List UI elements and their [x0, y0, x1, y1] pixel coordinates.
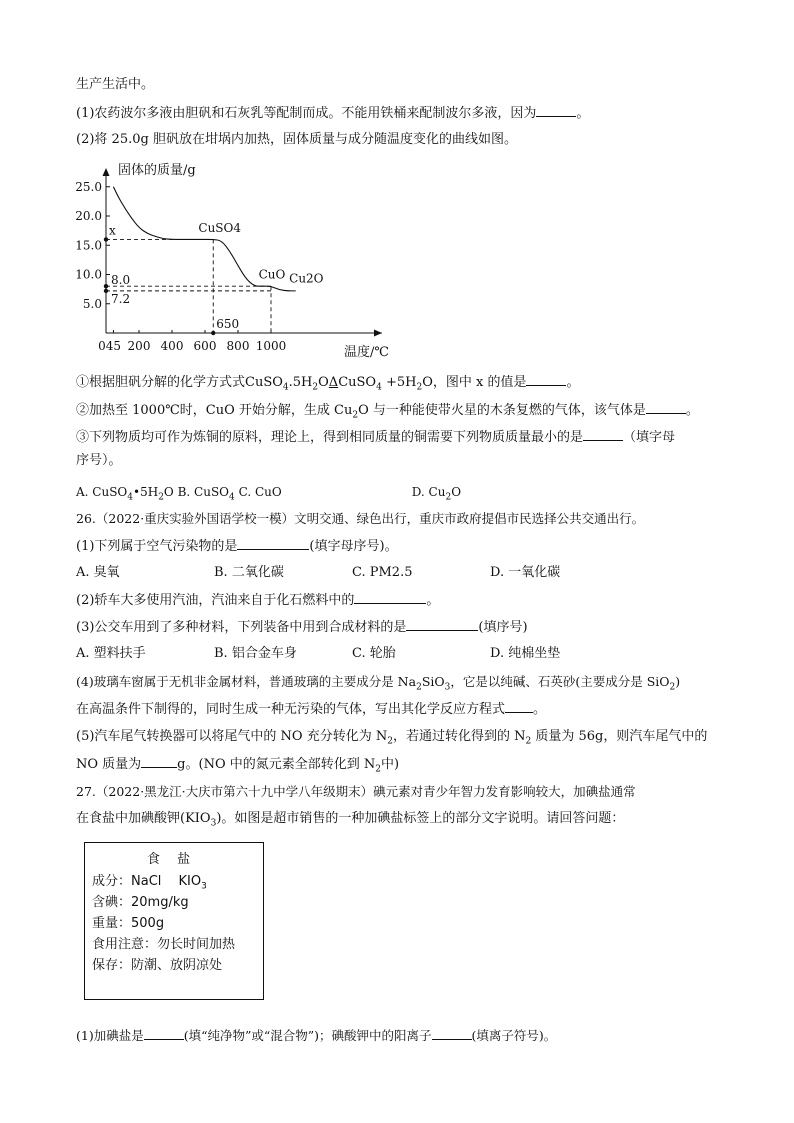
question-2-1: ①根据胆矾分解的化学方式式$CuSO_4.5H_2O\Delta CuSO_4 +5H_2O$，图中 x 的值是 。 [76, 375, 580, 393]
salt-label-weight: 重量：500g [92, 916, 165, 931]
option-a: A. $CuSO_4•5H_2O$ [76, 485, 174, 503]
cu2o-label: Cu2O [289, 271, 324, 286]
question-26-2: (2)轿车大多使用汽油，汽油来自于化石燃料中的 。 [76, 593, 440, 608]
answer-blank[interactable] [583, 428, 623, 441]
question-27-1: (1)加碘盐是 (填“纯净物”或“混合物”)；碘酸钾中的阳离子 (填离子符号)。 [76, 1028, 557, 1043]
answer-blank[interactable] [354, 591, 426, 604]
question-2: (2)将 25.0g 胆矾放在坩埚内加热，固体质量与成分随温度变化的曲线如图。 [76, 132, 517, 147]
answer-blank[interactable] [432, 1027, 472, 1040]
mass-7-2-label: 7.2 [111, 291, 131, 306]
salt-label-title: 食 盐 [147, 852, 191, 867]
answer-blank[interactable] [526, 373, 566, 386]
option-a: A. 臭氧 [76, 565, 120, 580]
question-27-cont: 在食盐中加碘酸钾$(KIO_3)$。如图是超市销售的一种加碘盐标签上的部分文字说明。请回答问题： [76, 811, 625, 829]
option-b: B. 二氧化碳 [214, 565, 284, 580]
option-d: D. 纯棉坐垫 [490, 646, 561, 661]
question-2-3: ③下列物质均可作为炼铜的原料，理论上，得到相同质量的铜需要下列物质质量最小的是 （填字母 [76, 430, 676, 445]
x-axis-label: 温度/℃ [344, 345, 389, 360]
option-b: B. CuSO$_4$ [177, 485, 235, 503]
y-axis-arrow [103, 168, 110, 176]
answer-blank[interactable] [646, 401, 686, 414]
option-b: B. 铝合金车身 [214, 646, 297, 661]
x-tick-label: 400 [160, 339, 184, 353]
answer-blank[interactable] [536, 104, 576, 117]
x-tick-label: 600 [193, 339, 217, 353]
y-tick-label: 10.0 [75, 267, 102, 282]
question-26-5: (5)汽车尾气转换器可以将尾气中的 NO 充分转化为 $N_2$，若通过转化得到的 $N_2$ 质量为 56g，则汽车尾气中的 [76, 729, 708, 747]
x-value-label: x [109, 223, 116, 238]
answer-blank[interactable] [237, 537, 309, 550]
question-2-3-options [76, 483, 461, 506]
salt-label-storage: 保存：防潮、放阴凉处 [92, 958, 223, 973]
y-tick-label: 25.0 [75, 179, 102, 194]
axis-point [104, 284, 108, 288]
question-26-4-cont: 在高温条件下制得的，同时生成一种无污染的气体，写出其化学反应方程式 。 [76, 702, 547, 717]
option-c: C. CuO [238, 485, 282, 499]
salt-label-iodine: 含碘：20mg/kg [92, 895, 189, 910]
axis-point [104, 237, 108, 241]
question-2-3-cont: 序号）。 [76, 453, 122, 468]
x-axis-arrow [374, 330, 382, 337]
intro-text: 生产生活中。 [76, 77, 155, 92]
y-axis-label: 固体的质量/g [118, 163, 196, 178]
question-2-2: ②加热至 1000℃时，CuO 开始分解，生成 $Cu_2O$ 与一种能使带火星的木条复燃的气体，该气体是 。 [76, 403, 699, 421]
option-a: A. 塑料扶手 [76, 646, 146, 661]
salt-label-box [84, 842, 264, 1000]
temp-650-label: 650 [216, 317, 240, 331]
option-c: C. PM2.5 [352, 565, 413, 580]
question-26-1: (1)下列属于空气污染物的是 (填字母序号)。 [76, 539, 398, 554]
cuo-label: CuO [258, 267, 286, 282]
question-26: 26.（2022·重庆实验外国语学校一模）文明交通、绿色出行，重庆市政府提倡市民选择公共交通出行。 [76, 511, 645, 526]
answer-blank[interactable] [144, 1027, 184, 1040]
question-1: (1)农药波尔多液由胆矾和石灰乳等配制而成。不能用铁桶来配制波尔多液，因为 。 [76, 106, 590, 121]
x-tick-label: 800 [226, 339, 250, 353]
mass-temperature-chart [70, 158, 400, 360]
cuso4-label: CuSO4 [198, 220, 242, 235]
axis-point [211, 331, 215, 335]
option-d: D. 一氧化碳 [490, 565, 561, 580]
question-26-4: (4)玻璃车窗属于无机非金属材料，普通玻璃的主要成分是 $Na_2SiO_3$，它是以纯碱、石英砂(主要成分是 SiO$_2$) [76, 674, 681, 693]
answer-blank[interactable] [505, 700, 533, 713]
x-tick-label: 1000 [255, 339, 287, 353]
salt-label-ingredients: 成分：NaCl $KIO_3$ [92, 874, 207, 892]
option-c: C. 轮胎 [352, 646, 396, 661]
option-d: D. $Cu_2O$ [411, 485, 462, 503]
x-tick-label: 45 [105, 339, 122, 353]
question-26-3: (3)公交车用到了多种材料，下列装备中用到合成材料的是 (填序号) [76, 620, 528, 635]
x-tick-label: 0 [98, 339, 106, 353]
mass-8-label: 8.0 [111, 273, 131, 288]
salt-label-usage: 食用注意：勿长时间加热 [92, 937, 236, 952]
answer-blank[interactable] [406, 618, 478, 631]
axis-point [104, 289, 108, 293]
y-tick-label: 15.0 [75, 238, 102, 253]
question-27: 27.（2022·黑龙江·大庆市第六十九中学八年级期末）碘元素对青少年智力发育影响较大，加碘盐通常 [76, 784, 636, 799]
question-26-5-cont: NO 质量为 g。(NO 中的氮元素全部转化到 $N_2$中) [76, 757, 400, 775]
x-tick-label: 200 [127, 339, 151, 353]
answer-blank[interactable] [141, 755, 177, 768]
y-tick-label: 5.0 [82, 296, 102, 311]
y-tick-label: 20.0 [75, 209, 102, 223]
